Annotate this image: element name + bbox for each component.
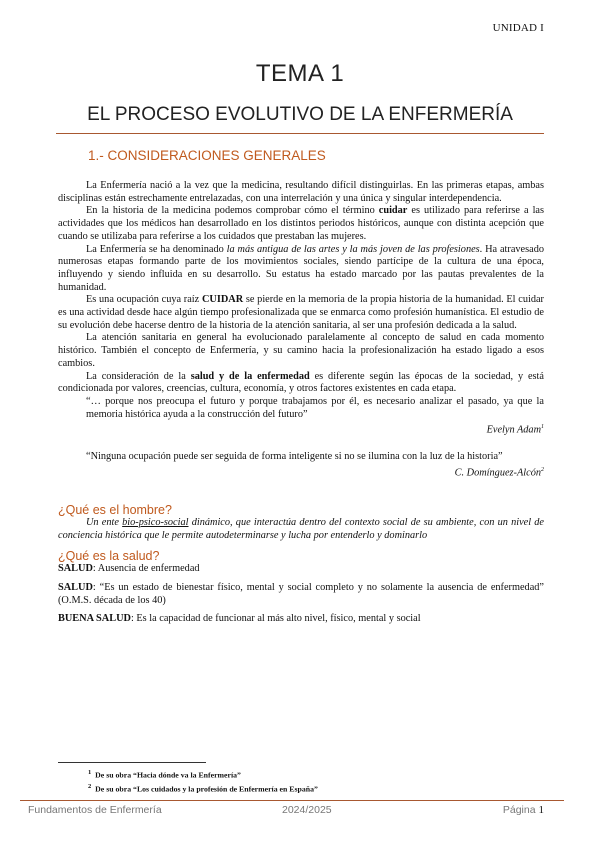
definition-salud-1: SALUD: Ausencia de enfermedad [58,563,200,575]
quote-dominguez: “Ninguna ocupación puede ser seguida de forma inteligente si no se ilumina con la luz de la historia” [86,451,503,463]
footer-year: 2024/2025 [282,804,332,816]
emphasis-quote: la más antigua de las artes y la más joven de las profesiones [226,243,480,255]
emphasis-cuidar-caps: CUIDAR [201,294,244,306]
unit-label: UNIDAD I [492,22,544,34]
footer-divider [20,800,564,801]
section-heading: 1.- CONSIDERACIONES GENERALES [88,148,326,163]
definition-salud-2: SALUD: “Es un estado de bienestar físico, mental y social completo y no solamente la ausencia de enfermedad” (O.M.S. década de los 40) [58,581,544,606]
heading-hombre: ¿Qué es el hombre? [58,503,172,518]
definition-buena-salud: BUENA SALUD: Es la capacidad de funcionar al más alto nivel, físico, mental y social [58,613,421,625]
paragraph-5: La atención sanitaria en general ha evolucionado paralelamente al concepto de salud en cada momento histórico. También el concepto de Enfermería, y su camino hacia la profesionalización ha estado ligado a esos cambios. [58,332,544,369]
footnotes [88,767,318,794]
definition-hombre: Un ente bio-psico-social dinámico, que interactúa dentro del contexto social de su ambiente, con un nivel de conciencia histórica que le permite autodeterminarse y lucha por entenderlo y dominarlo [58,517,545,541]
paragraph-1: La Enfermería nació a la vez que la medicina, resultando difícil distinguirlas. En las primeras etapas, ambas disciplinas están estrechamente entrelazadas, con una interrelación y una única y singular interdependencia. [58,180,544,204]
quote-author-dominguez: C. Domínguez-Alcón$^2$ [454,467,544,479]
title-divider [56,133,544,134]
document-body [58,180,544,626]
paragraph-3: La Enfermería se ha denominado la más antigua de las artes y la más joven de las profesiones. Ha atravesado numerosas etapas formando parte de los movimientos sociales, siendo partícipe de la cultura de una época, influyendo y siendo influida en su desarrollo. Su estatus ha estado marcado por las pautas prevalentes de la humanidad. [58,243,544,293]
paragraph-4: Es una ocupación cuya raíz CUIDAR se pierde en la memoria de la propia historia de la humanidad. El cuidar es una actividad desde hace algún tiempo profesionalizada que se enmarca como profesión humanística. El estudio de su evolución debe hacerse dentro de la historia de la atención sanitaria, al ser una profesión dedicada a la salud. [58,294,544,331]
paragraph-2: En la historia de la medicina podemos comprobar cómo el término cuidar es utilizado para referirse a las actividades que los médicos han desarrollado en los distintos periodos históricos, aunque con distinta acepción que cuando se utilizaba para referirse a los cuidados que prestaban las mujeres. [58,205,545,242]
footer-course: Fundamentos de Enfermería [28,804,162,816]
footnote-2: $^2$ De su obra “Los cuidados y la profesión de Enfermería en España” [88,782,318,794]
quote-adam: “… porque nos preocupa el futuro y porque trabajamos por él, es necesario analizar el pasado, ya que la memoria histórica ayuda a la construcción del futuro” [86,395,544,420]
page-number: 1 [538,804,544,816]
footnote-1: $^1$ De su obra “Hacia dónde va la Enfermería” [88,769,241,780]
emphasis-cuidar: cuidar [378,205,408,217]
footnote-divider [58,762,206,763]
page-footer [28,804,544,818]
emphasis-salud: salud y de la enfermedad [190,370,310,382]
footer-page: Página 1 [502,804,544,816]
paragraph-6: La consideración de la salud y de la enfermedad es diferente según las épocas de la sociedad, y está condicionada por valores, creencias, cultura, economía, y otros factores existentes en cada etapa. [58,370,544,395]
page-title: TEMA 1 [255,60,345,87]
quote-author-adam: Evelyn Adam$^1$ [486,424,544,436]
heading-salud: ¿Qué es la salud? [58,549,160,564]
page-subtitle: EL PROCESO EVOLUTIVO DE LA ENFERMERÍA [87,104,513,125]
